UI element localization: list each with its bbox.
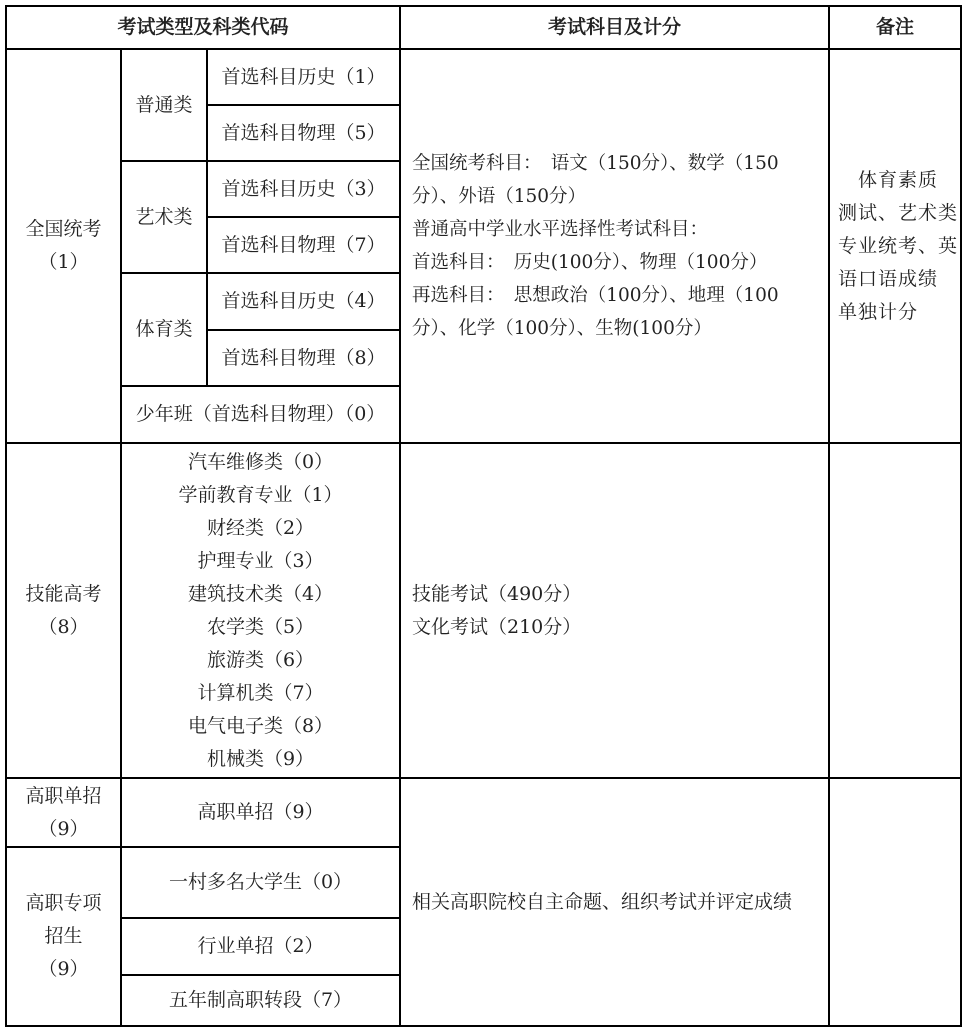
skills-category-item: 护理专业（3） [197,549,324,572]
skills-category-item: 计算机类（7） [197,681,324,704]
skills-category-item: 旅游类（6） [206,648,315,671]
art-category-label: 艺术类 [135,205,193,228]
single-admission-name: 高职单招 [25,784,102,807]
skills-subject-line: 技能考试（490分） [412,582,582,605]
general-history-option: 首选科目历史（1） [221,65,386,88]
national-subjects-line: 首选科目： 历史(100分）、物理（100分） [412,252,768,273]
special-admission-name: 高职专项 [25,892,102,914]
single-admission-cell [6,778,121,847]
skills-category-item: 农学类（5） [206,615,315,638]
national-subjects-line: 普通高中学业水平选择性考试科目： [412,219,709,240]
header-subjects-scores: 考试科目及计分 [547,16,681,38]
youth-class-option: 少年班（首选科目物理）（0） [135,403,386,425]
sports-category-label: 体育类 [135,318,193,340]
skills-categories-cell [121,443,400,778]
notes-line: 语口语成绩 [838,267,939,290]
skills-subjects-cell [400,443,829,778]
skills-subject-line: 文化考试（210分） [412,615,582,638]
national-subjects-cell [400,49,829,443]
header-notes: 备注 [875,16,914,38]
special-admission-cell [6,847,121,1026]
skills-exam-code: （8） [38,615,89,638]
notes-line: 专业统考、英 [838,234,959,257]
skills-category-item: 汽车维修类（0） [187,450,334,473]
skills-category-item: 学前教育专业（1） [178,483,343,506]
skills-category-item: 建筑技术类（4） [187,582,334,605]
skills-exam-name: 技能高考 [25,582,102,605]
notes-line: 单独计分 [838,300,919,323]
general-physics-option: 首选科目物理（5） [221,121,386,144]
national-subjects-line: 再选科目： 思想政治（100分）、地理（100 [412,285,779,306]
single-admission-code: （9） [38,817,89,840]
skills-category-item: 机械类（9） [206,747,315,770]
sports-history-option: 首选科目历史（4） [221,290,386,312]
national-subjects-line: 分）、外语（150分） [412,186,587,207]
art-physics-option: 首选科目物理（7） [221,233,386,256]
national-subjects-line: 全国统考科目： 语文（150分）、数学（150 [412,153,779,174]
national-exam-cell [6,49,121,443]
special-admission-item: 行业单招（2） [197,935,324,957]
national-exam-code: （1） [38,251,89,273]
special-admission-item: 一村多名大学生（0） [168,871,353,893]
special-admission-code: （9） [38,958,89,980]
notes-line: 测试、艺术类 [838,201,959,224]
national-exam-name: 全国统考 [25,218,102,240]
national-subjects-line: 分）、化学（100分）、生物(100分） [412,318,712,339]
general-category-label: 普通类 [135,93,193,116]
header-type-code: 考试类型及科类代码 [117,16,289,38]
national-notes-cell [829,49,961,443]
sports-physics-option: 首选科目物理（8） [221,346,386,369]
notes-line: 体育素质 [838,168,939,191]
special-admission-item: 五年制高职转段（7） [168,989,353,1011]
single-admission-item: 高职单招（9） [197,801,324,823]
skills-category-item: 财经类（2） [206,516,315,539]
vocational-subjects-cell: 相关高职院校自主命题、组织考试并评定成绩 [412,890,793,913]
art-history-option: 首选科目历史（3） [221,177,386,200]
skills-category-item: 电气电子类（8） [187,714,334,737]
skills-exam-cell [6,443,121,778]
special-admission-name: 招生 [44,925,83,947]
